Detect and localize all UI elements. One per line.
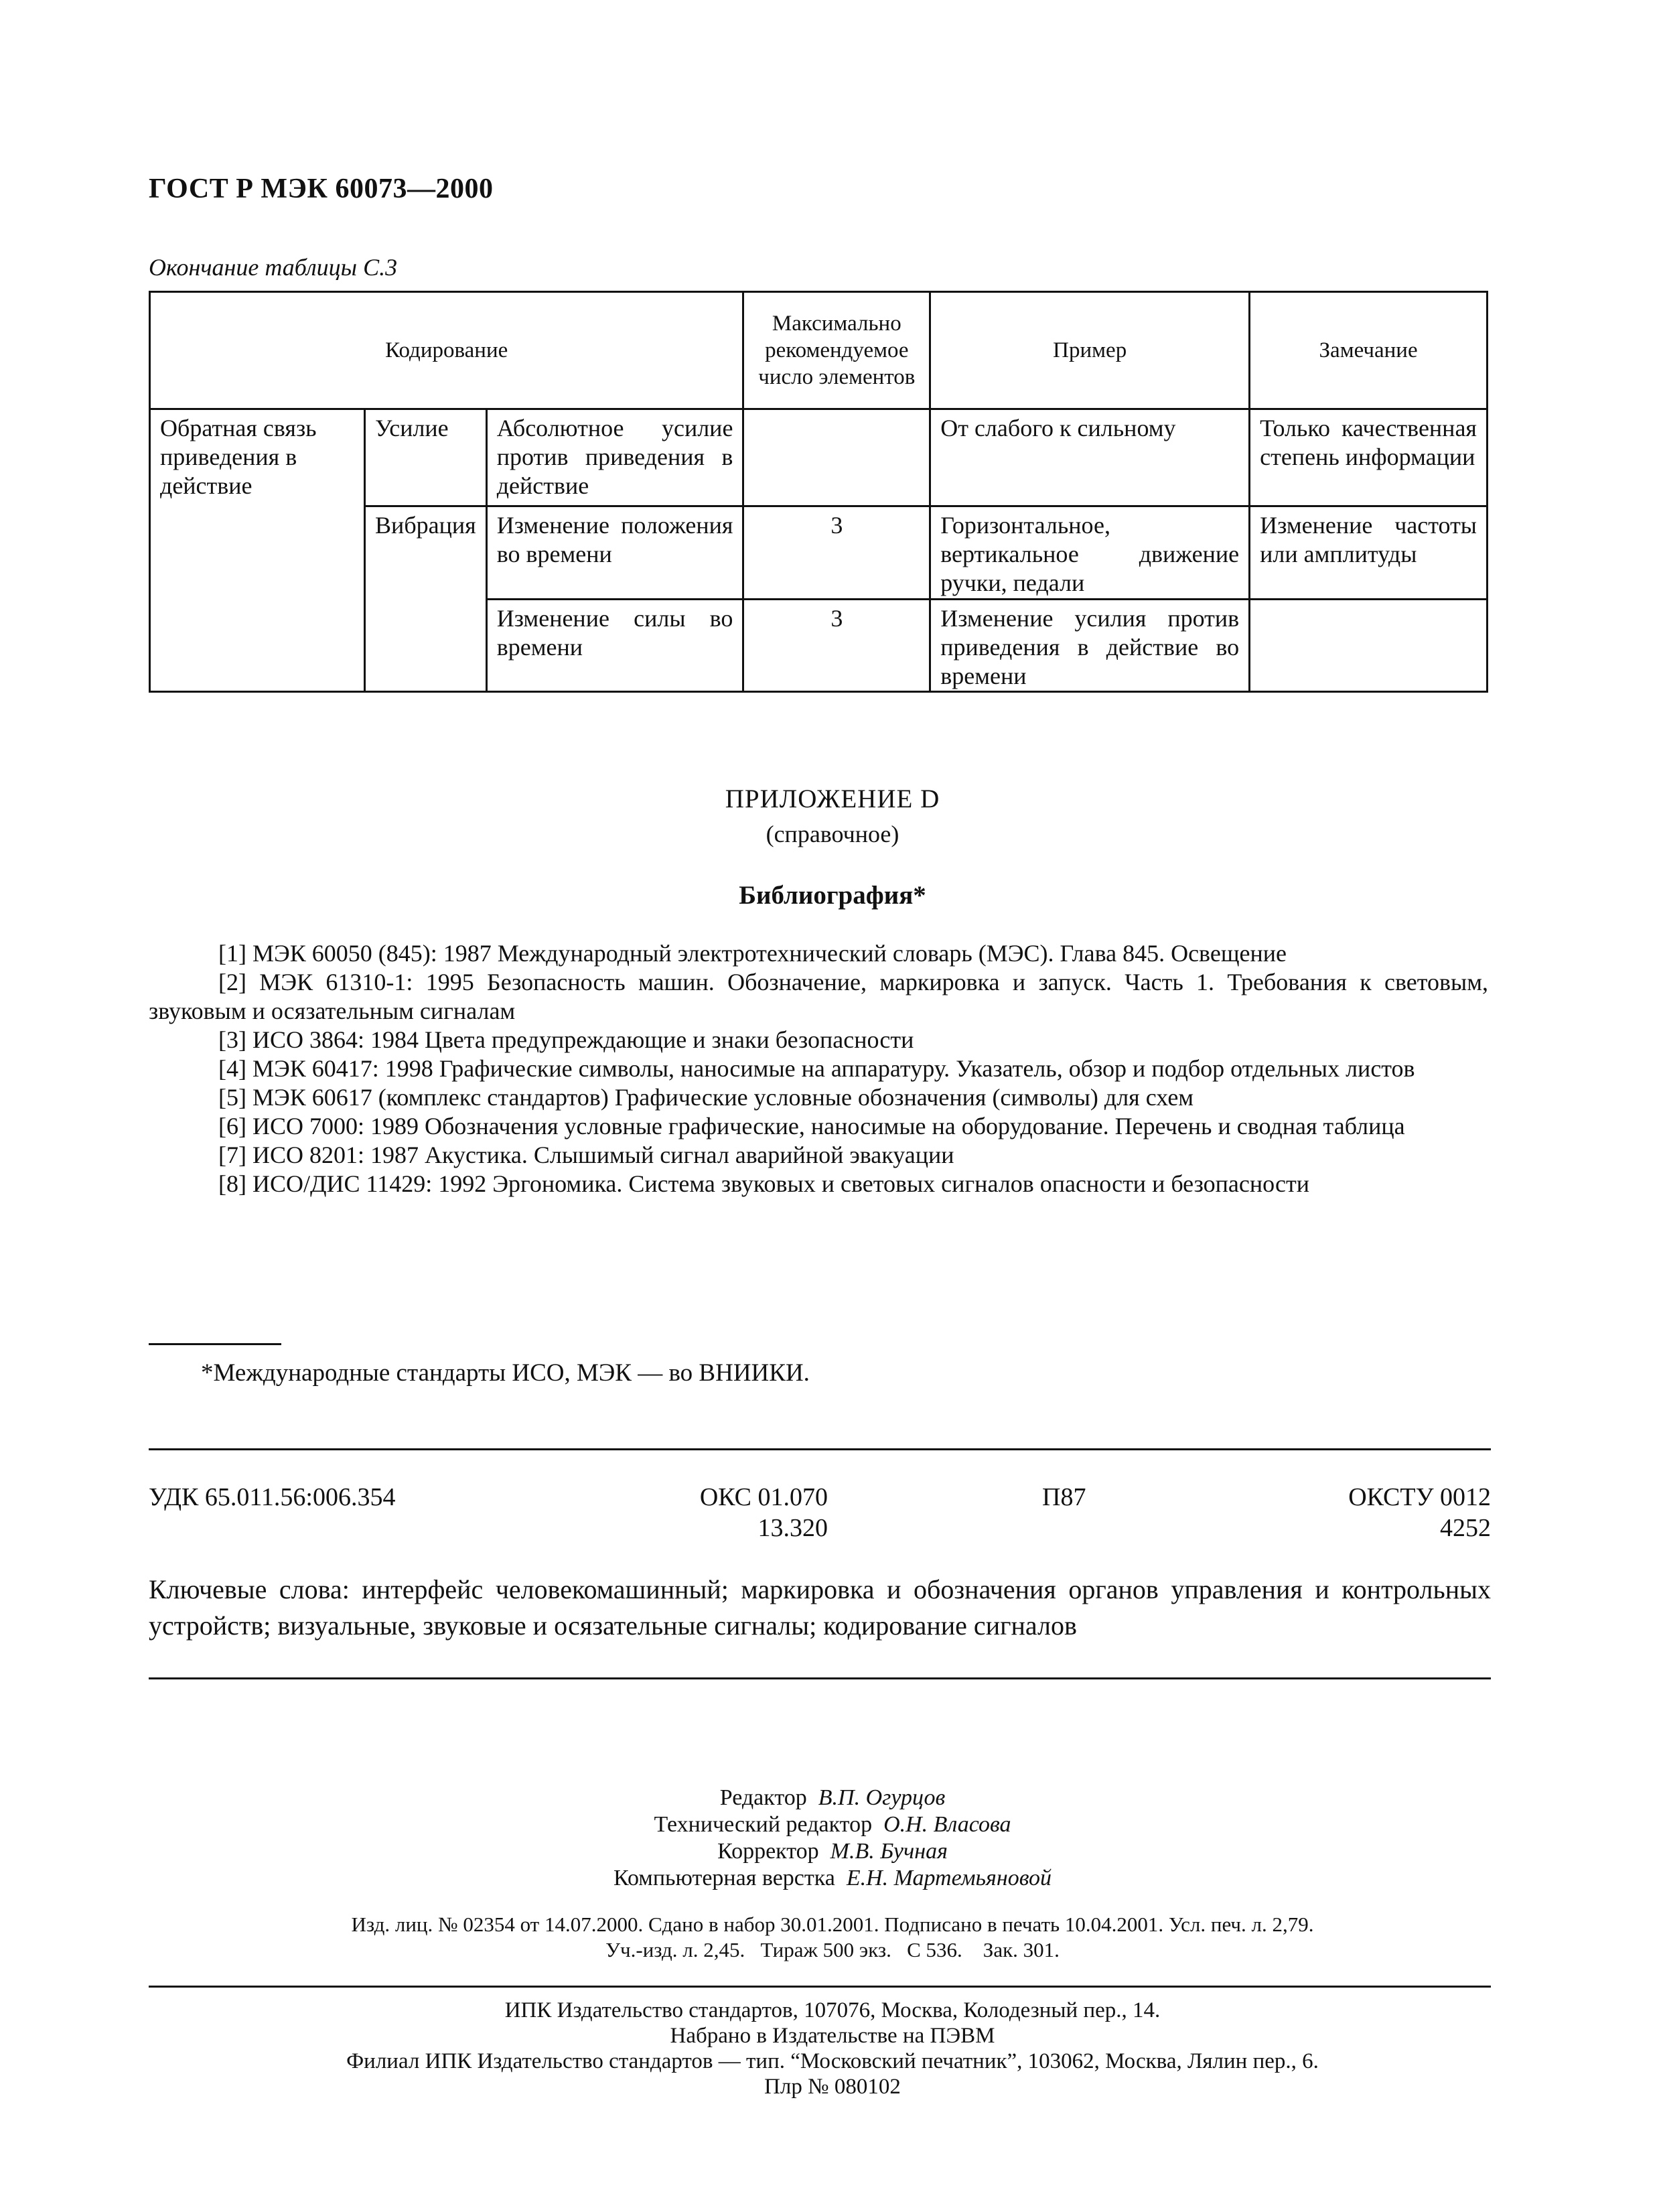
publication-line-2: Уч.-изд. л. 2,45. Тираж 500 экз. С 536. Зак. 301.: [605, 1938, 1060, 1961]
credit-line: [0, 1785, 1665, 1811]
remark-cell: Только качественная степень информации: [1250, 409, 1488, 506]
bibliography-entry: [5] МЭК 60617 (комплекс стандартов) Графические условные обозначения (символы) для схем: [218, 1084, 1194, 1111]
footnote-divider: [149, 1343, 281, 1345]
credit-name: М.В. Бучная: [830, 1839, 948, 1864]
table-row: [150, 409, 1488, 506]
printer-line-2: Набрано в Издательстве на ПЭВМ: [670, 2024, 995, 2048]
okstu-code-2: 4252: [1440, 1514, 1491, 1542]
udk-code: УДК 65.011.56:006.354: [149, 1483, 396, 1511]
bibliography-entry: [7] ИСО 8201: 1987 Акустика. Слышимый сигнал аварийной эвакуации: [218, 1142, 954, 1168]
table-caption: Окончание таблицы С.3: [149, 254, 398, 281]
header-example: Пример: [930, 292, 1250, 409]
credit-name: О.Н. Власова: [883, 1812, 1011, 1837]
bibliography-entry: [2] МЭК 61310-1: 1995 Безопасность машин. Обозначение, маркировка и запуск. Часть 1. Требования к световым, звуковым и осязательным сигналам: [149, 969, 1488, 1024]
desc-cell: Изменение силы во времени: [486, 600, 743, 692]
printer-line-1: ИПК Издательство стандартов, 107076, Москва, Колодезный пер., 14.: [504, 1998, 1161, 2022]
oks-code: [647, 1482, 828, 1543]
oks-code-1: ОКС 01.070: [699, 1483, 828, 1511]
keywords-bottom-rule: [149, 1677, 1491, 1679]
credit-line: [0, 1865, 1665, 1892]
printer-info: [0, 1998, 1665, 2099]
credit-role: Корректор: [717, 1839, 819, 1864]
example-cell: Изменение усилия против приведения в действие во времени: [930, 600, 1250, 692]
table-header-row: [150, 292, 1488, 409]
example-cell: От слабого к сильному: [930, 409, 1250, 506]
keywords: Ключевые слова: интерфейс человекомашинный; маркировка и обозначения органов управления и контрольных устройств; визуальные, звуковые и осязательные сигналы; кодирование сигналов: [149, 1574, 1491, 1641]
bibliography-list: [149, 939, 1488, 1198]
max-cell: 3: [743, 506, 930, 600]
desc-cell: Абсолютное усилие против приведения в действие: [486, 409, 743, 506]
type-cell: Усилие: [365, 409, 487, 506]
remark-cell: Изменение частоты или амплитуды: [1250, 506, 1488, 600]
printer-line-4: Плр № 080102: [764, 2075, 901, 2099]
credit-line: [0, 1838, 1665, 1865]
publication-line-1: Изд. лиц. № 02354 от 14.07.2000. Сдано в набор 30.01.2001. Подписано в печать 10.04.2001. Усл. печ. л. 2,79.: [351, 1913, 1314, 1936]
printer-top-rule: [149, 1986, 1491, 1988]
bibliography-heading: Библиография*: [739, 881, 926, 910]
credit-role: Технический редактор: [654, 1812, 873, 1837]
oks-code-2: 13.320: [757, 1514, 828, 1542]
bibliography-entry: [4] МЭК 60417: 1998 Графические символы, наносимые на аппаратуру. Указатель, обзор и подбор отдельных листов: [218, 1055, 1415, 1082]
group-label-cell: Обратная связь приведения в действие: [150, 409, 365, 692]
max-cell: 3: [743, 600, 930, 692]
printer-line-3: Филиал ИПК Издательство стандартов — тип. “Московский печатник”, 103062, Москва, Лялин пер., 6.: [346, 2049, 1319, 2073]
appendix-title: ПРИЛОЖЕНИЕ D: [725, 784, 940, 813]
credit-name: Е.Н. Мартемьяновой: [846, 1866, 1052, 1890]
bibliography-entry: [6] ИСО 7000: 1989 Обозначения условные графические, наносимые на оборудование. Перечень и сводная таблица: [218, 1113, 1405, 1139]
credit-line: [0, 1811, 1665, 1838]
header-coding: Кодирование: [150, 292, 743, 409]
classification-top-rule: [149, 1448, 1491, 1450]
header-remark: Замечание: [1250, 292, 1488, 409]
publication-info: [0, 1912, 1665, 1963]
coding-table: [149, 291, 1488, 693]
credit-role: Редактор: [719, 1785, 807, 1810]
footnote: *Международные стандарты ИСО, МЭК — во ВНИИКИ.: [201, 1359, 810, 1387]
okstu-code: [1273, 1482, 1491, 1543]
document-code: ГОСТ Р МЭК 60073—2000: [149, 174, 494, 204]
credits-block: [0, 1785, 1665, 1892]
credit-name: В.П. Огурцов: [818, 1785, 946, 1810]
max-cell: [743, 409, 930, 506]
appendix-subtitle: (справочное): [766, 821, 899, 847]
bibliography-entry: [8] ИСО/ДИС 11429: 1992 Эргономика. Система звуковых и световых сигналов опасности и безопасности: [218, 1170, 1309, 1197]
p-code: П87: [1042, 1483, 1086, 1511]
bibliography-entry: [3] ИСО 3864: 1984 Цвета предупреждающие и знаки безопасности: [218, 1026, 914, 1053]
credit-role: Компьютерная верстка: [613, 1866, 835, 1890]
desc-cell: Изменение положения во времени: [486, 506, 743, 600]
okstu-code-1: ОКСТУ 0012: [1348, 1483, 1491, 1511]
type-cell: Вибрация: [365, 506, 487, 692]
example-cell: Горизонтальное, вертикальное движение ручки, педали: [930, 506, 1250, 600]
bibliography-entry: [1] МЭК 60050 (845): 1987 Международный электротехнический словарь (МЭС). Глава 845. Освещение: [218, 940, 1287, 967]
header-max-elements: Максимально рекомендуемое число элементов: [743, 292, 930, 409]
remark-cell: [1250, 600, 1488, 692]
